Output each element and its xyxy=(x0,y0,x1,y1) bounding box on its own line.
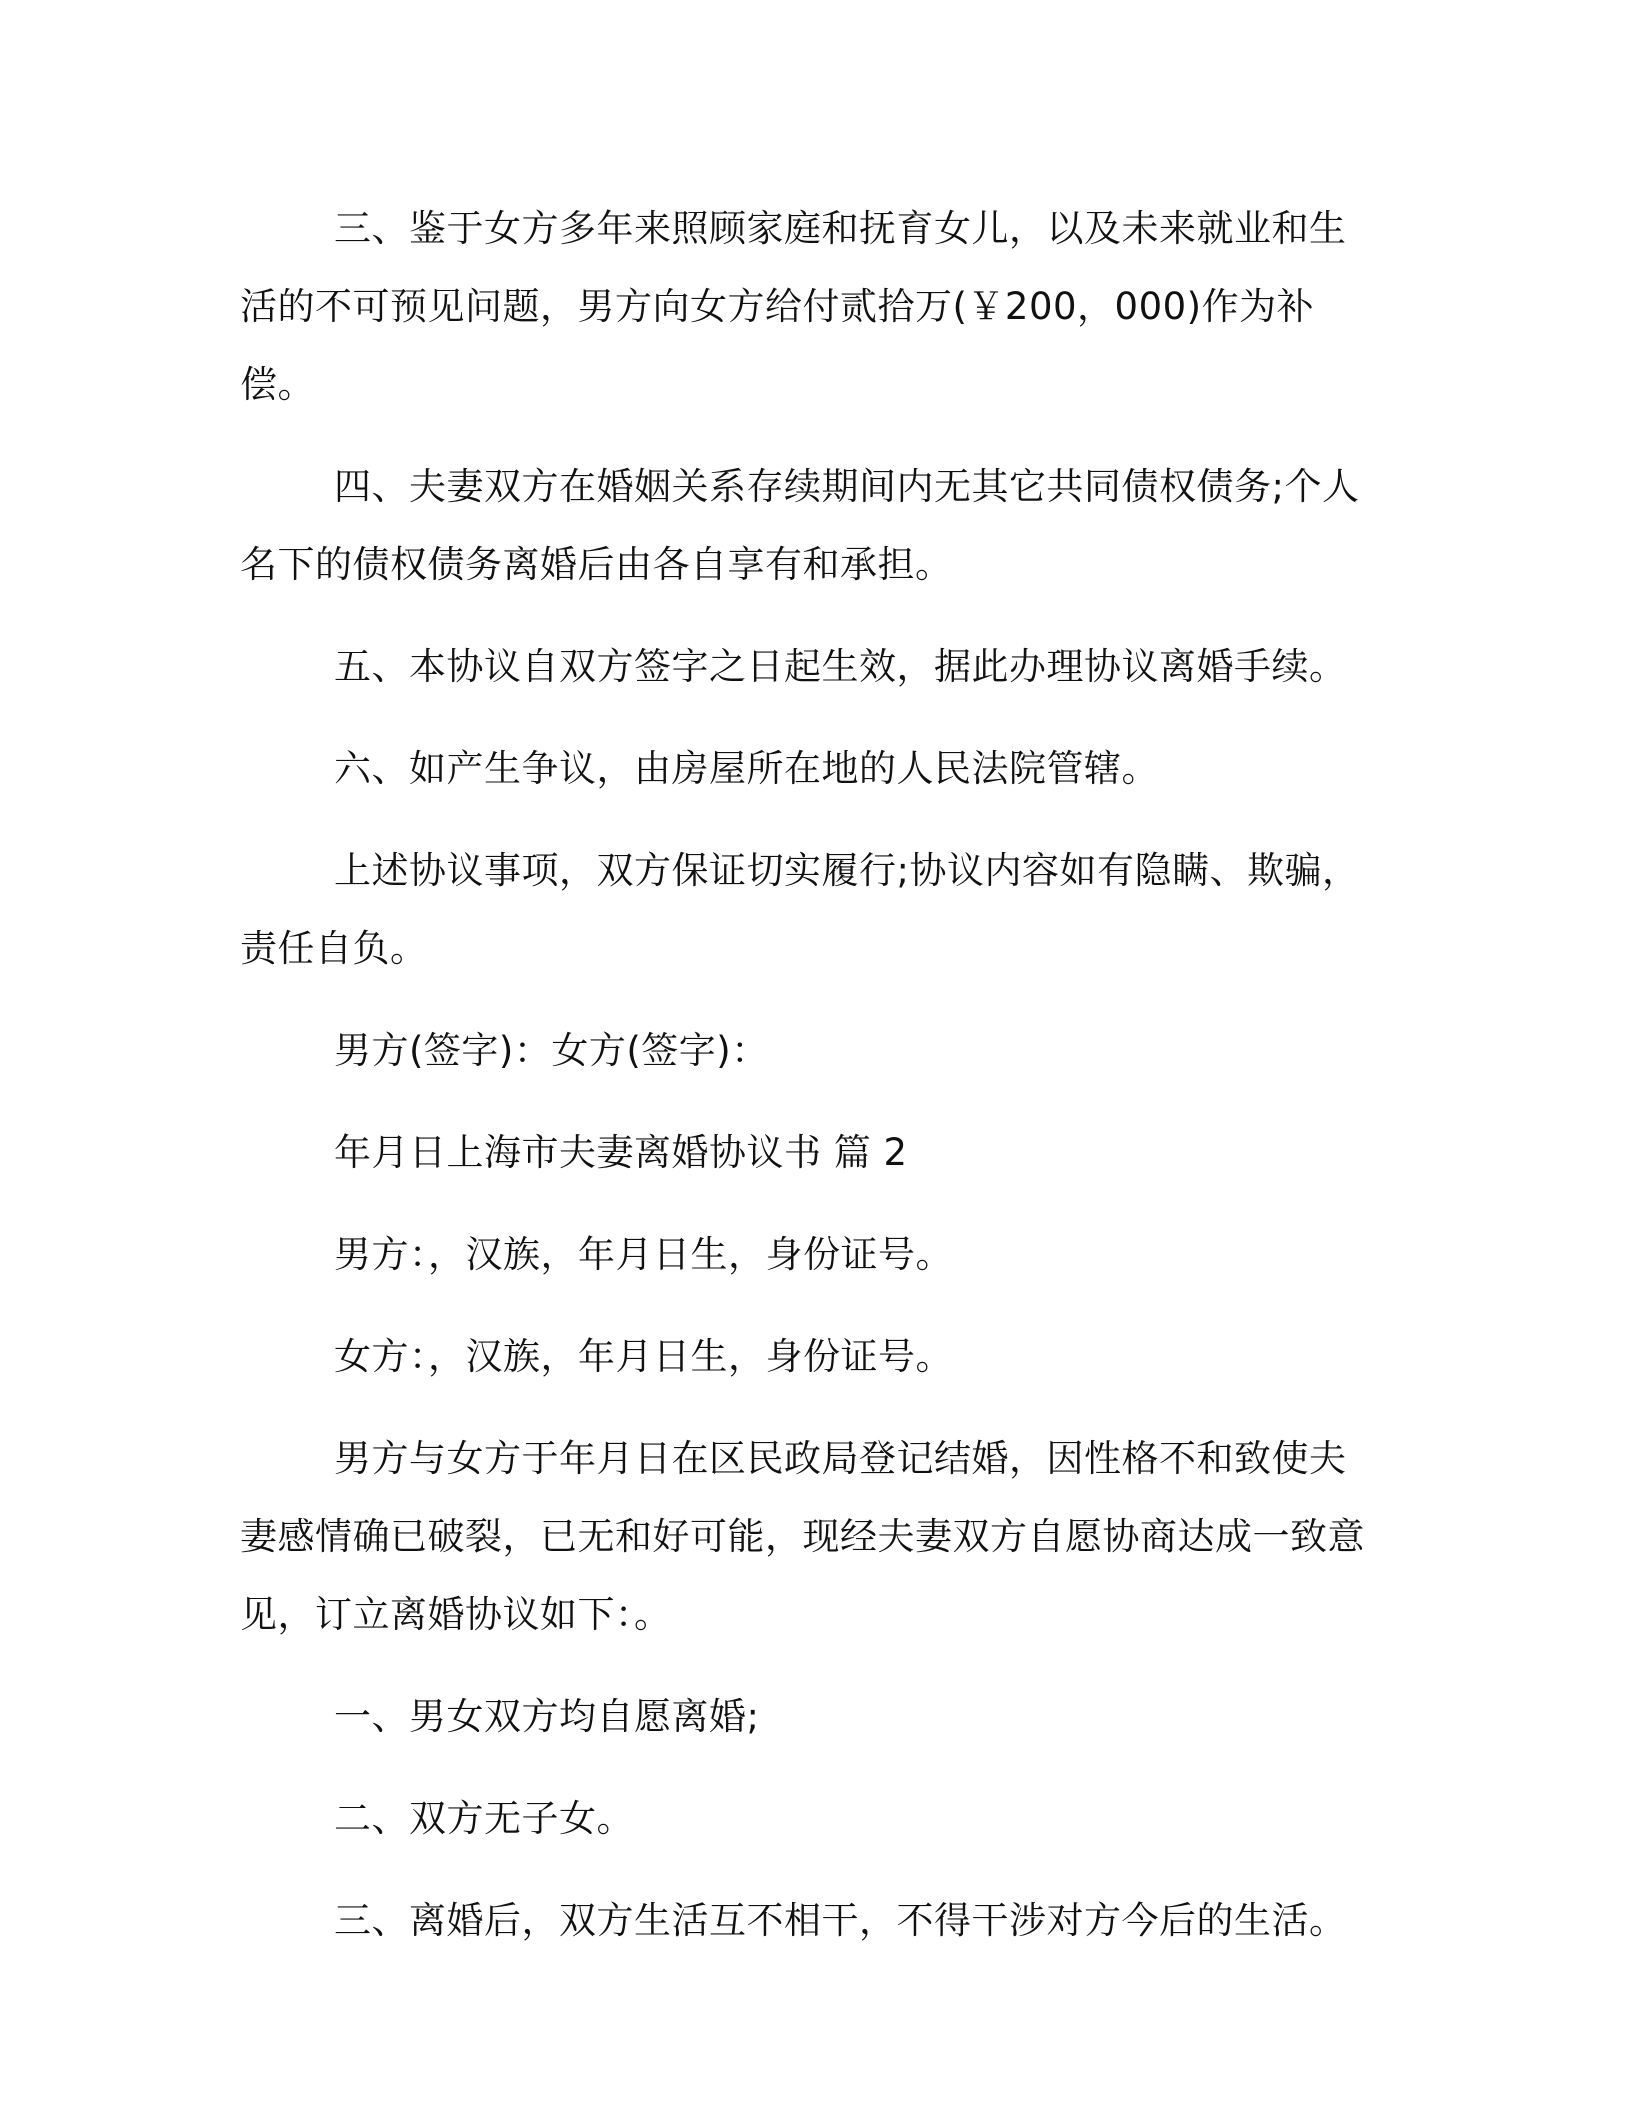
document-page xyxy=(240,190,1380,1960)
signature-line: 男方(签字)：女方(签字)： xyxy=(334,1029,769,1072)
clause-two-no-children: 二、双方无子女。 xyxy=(334,1797,634,1840)
male-party-info: 男方：，汉族，年月日生，身份证号。 xyxy=(334,1233,953,1276)
clause-six-dispute: 六、如产生争议，由房屋所在地的人民法院管辖。 xyxy=(334,747,1159,790)
clause-four-debts: 四、夫妻双方在婚姻关系存续期间内无其它共同债权债务;个人名下的债权债务离婚后由各自享有和承担。 xyxy=(240,465,1360,586)
clause-three-compensation: 三、鉴于女方多年来照顾家庭和抚育女儿，以及未来就业和生活的不可预见问题，男方向女方给付贰拾万(￥200，000)作为补偿。 xyxy=(240,207,1347,406)
section-title-part-2: 年月日上海市夫妻离婚协议书 篇 2 xyxy=(334,1131,908,1174)
clause-five-effective: 五、本协议自双方签字之日起生效，据此办理协议离婚手续。 xyxy=(334,645,1347,688)
commitment-paragraph: 上述协议事项，双方保证切实履行;协议内容如有隐瞒、欺骗，责任自负。 xyxy=(240,849,1360,970)
clause-three-independence: 三、离婚后，双方生活互不相干，不得干涉对方今后的生活。 xyxy=(334,1899,1347,1942)
agreement-intro: 男方与女方于年月日在区民政局登记结婚，因性格不和致使夫妻感情确已破裂，已无和好可能，现经夫妻双方自愿协商达成一致意见，订立离婚协议如下：。 xyxy=(240,1437,1365,1636)
clause-one-divorce: 一、男女双方均自愿离婚; xyxy=(334,1695,760,1738)
female-party-info: 女方：，汉族，年月日生，身份证号。 xyxy=(334,1335,953,1378)
